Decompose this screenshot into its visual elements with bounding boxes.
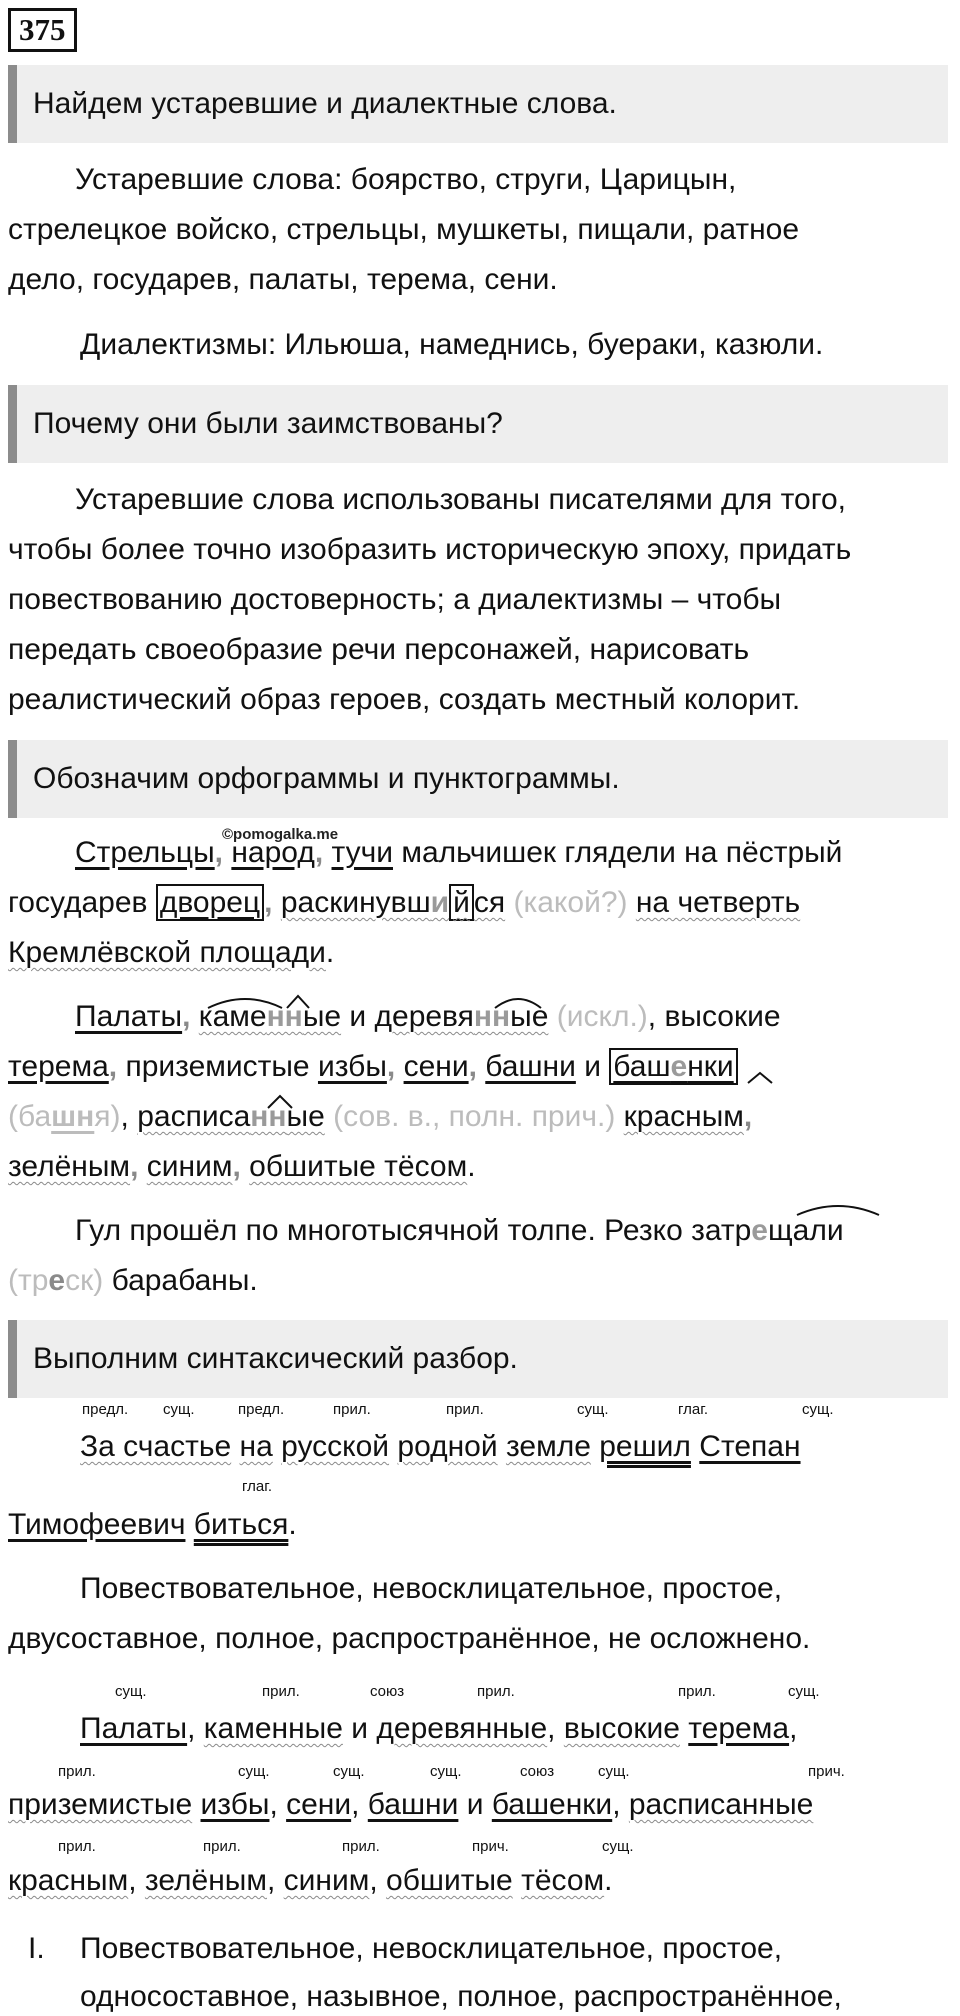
pos-label: сущ. — [238, 1763, 270, 1780]
paragraph-line: стрелецкое войско, стрельцы, мушкеты, пищали, ратное — [8, 213, 800, 246]
comma-mark: , — [214, 836, 224, 869]
pos-label: сущ. — [115, 1683, 147, 1700]
pos-label: прил. — [333, 1401, 371, 1418]
pos-label: прил. — [342, 1838, 380, 1855]
text: . — [467, 1150, 476, 1183]
pos-label: сущ. — [802, 1401, 834, 1418]
letter-highlight: нн — [250, 1100, 287, 1133]
pos-label: глаг. — [678, 1401, 709, 1418]
word: синим — [283, 1864, 370, 1897]
suffix-mark — [748, 1073, 772, 1083]
hint — [8, 1264, 103, 1297]
word-part: расписа — [137, 1100, 251, 1133]
letter-highlight: нн — [473, 1000, 511, 1033]
sentence-line — [80, 1430, 801, 1464]
comma-mark: , — [182, 1000, 191, 1033]
hint-part: шн — [51, 1100, 95, 1133]
predicate: решил — [599, 1430, 691, 1463]
word-part: баш — [613, 1050, 671, 1083]
pos-label: союз — [520, 1763, 555, 1780]
paragraph-line: Диалектизмы: Ильюша, намеднись, буераки, казюли. — [80, 328, 824, 361]
text: Гул прошёл по многотысячной толпе. Резко затр — [75, 1214, 752, 1247]
subject: Палаты — [80, 1712, 188, 1745]
word: деревянные — [376, 1712, 548, 1745]
letter-highlight: е — [670, 1050, 688, 1083]
description-line: Повествовательное, невосклицательное, простое, — [80, 1572, 783, 1605]
paragraph-line: чтобы более точно изобразить историческую эпоху, придать — [8, 533, 852, 566]
word — [199, 1000, 341, 1033]
text-line: терема, приземистые избы, сени, башни и башенки — [8, 1050, 738, 1084]
hint-part: я) — [94, 1100, 121, 1133]
text: щали — [767, 1214, 844, 1247]
word: земле — [505, 1430, 591, 1463]
section-heading-4 — [8, 1320, 948, 1398]
comma-mark: , — [743, 1100, 753, 1133]
sentence-line: Палаты, каменные и деревянные, высокие терема, — [80, 1712, 798, 1745]
word: красным — [623, 1100, 744, 1133]
word: зелёным — [8, 1150, 131, 1183]
section-heading-2-text: Почему они были заимствованы? — [33, 407, 503, 440]
pos-label: предл. — [82, 1401, 129, 1418]
comma-mark: , — [232, 1150, 241, 1183]
pos-label: прич. — [472, 1838, 509, 1855]
text-line — [8, 1264, 258, 1298]
pos-label: предл. — [238, 1401, 285, 1418]
word-part: ые — [302, 1000, 342, 1033]
text-line — [8, 1150, 476, 1184]
list-marker: I. — [28, 1932, 45, 1965]
hint: (какой?) — [505, 886, 636, 919]
text: приземистые — [117, 1050, 318, 1083]
word: родной — [397, 1430, 498, 1463]
text: барабаны. — [103, 1264, 258, 1297]
word: терема — [8, 1050, 109, 1083]
text-line — [75, 1214, 844, 1248]
word: За счастье — [80, 1430, 232, 1463]
word — [137, 1100, 325, 1133]
text: высокие — [656, 1000, 781, 1033]
word-part: деревя — [374, 1000, 474, 1033]
word: расписанные — [628, 1788, 814, 1821]
pos-label: сущ. — [163, 1401, 195, 1418]
text-line — [75, 1000, 781, 1034]
pos-label: прил. — [58, 1763, 96, 1780]
section-heading-3-text: Обозначим орфограммы и пунктограммы. — [33, 762, 620, 795]
word: сени — [403, 1050, 469, 1083]
text: , — [120, 1100, 138, 1133]
word: красным — [8, 1864, 129, 1897]
paragraph-line: Устаревшие слова использованы писателями для того, — [75, 483, 847, 516]
subject: Степан — [699, 1430, 801, 1463]
description-line: двусоставное, полное, распространённое, не осложнено. — [8, 1622, 811, 1655]
word: на четверть — [635, 886, 801, 919]
predicate: биться — [193, 1508, 289, 1541]
sentence-line: приземистые избы, сени, башни и башенки, расписанные — [8, 1788, 814, 1821]
paragraph-line: повествованию достоверность; а диалектизмы – чтобы — [8, 583, 782, 616]
pos-label: прич. — [808, 1763, 845, 1780]
subject: терема — [688, 1712, 790, 1745]
word: русской — [281, 1430, 390, 1463]
pos-label: сущ. — [430, 1763, 462, 1780]
pos-label: сущ. — [602, 1838, 634, 1855]
comma-mark: , — [314, 836, 324, 869]
pos-label: прил. — [262, 1683, 300, 1700]
text-line — [8, 1100, 752, 1134]
word: Стрельцы — [75, 836, 215, 869]
hint: (искл.) — [548, 1000, 648, 1033]
word-boxed — [609, 1048, 737, 1085]
word-part: ые — [510, 1000, 549, 1033]
pos-label: прил. — [446, 1401, 484, 1418]
hint-part: ск) — [65, 1264, 104, 1297]
pos-label: сущ. — [788, 1683, 820, 1700]
paragraph-line: передать своеобразие речи персонажей, нарисовать — [8, 633, 750, 666]
word: Палаты — [75, 1000, 183, 1033]
subject: сени — [286, 1788, 352, 1821]
word-part: ые — [286, 1100, 325, 1133]
pos-label: глаг. — [242, 1478, 273, 1495]
text: . — [325, 936, 335, 969]
pos-label: сущ. — [598, 1763, 630, 1780]
word: зелёным — [144, 1864, 267, 1897]
comma-mark: , — [108, 1050, 118, 1083]
text: . — [288, 1508, 297, 1541]
word: Кремлёвской площади — [8, 936, 326, 969]
letter-highlight: е — [48, 1264, 66, 1297]
comma-mark: , — [130, 1150, 139, 1183]
text: и — [342, 1712, 377, 1745]
sentence-line — [8, 1508, 297, 1542]
word: избы — [317, 1050, 387, 1083]
section-heading-1-text: Найдем устаревшие и диалектные слова. — [33, 87, 617, 120]
word: приземистые — [8, 1788, 193, 1821]
word: синим — [146, 1150, 233, 1183]
letter-highlight: е — [751, 1214, 768, 1247]
text: . — [604, 1864, 613, 1897]
pos-label: прил. — [678, 1683, 716, 1700]
word: обшитые — [386, 1864, 513, 1897]
word: народ — [231, 836, 315, 869]
word-part: ся — [473, 886, 506, 919]
word: высокие — [563, 1712, 680, 1745]
sentence-line: красным, зелёным, синим, обшитые тёсом. — [8, 1864, 613, 1897]
paragraph-line: дело, государев, палаты, терема, сени. — [8, 263, 558, 296]
hint-part: (тр — [8, 1264, 49, 1297]
comma-mark: , — [386, 1050, 396, 1083]
letter-highlight: и — [430, 886, 450, 919]
text: мальчишек глядели на пёстрый — [392, 836, 843, 869]
subject: башни — [367, 1788, 459, 1821]
word-part: раскинувш — [280, 886, 431, 919]
hint: (сов. в., полн. прич.) — [324, 1100, 624, 1133]
text: государев — [8, 886, 156, 919]
pos-label: прил. — [477, 1683, 515, 1700]
list-item-line: Повествовательное, невосклицательное, простое, — [80, 1932, 783, 1965]
word — [375, 1000, 549, 1033]
comma-mark: , — [264, 886, 273, 919]
word: обшитые тёсом — [249, 1150, 468, 1183]
letter-highlight: нн — [266, 1000, 303, 1033]
word-part: каме — [198, 1000, 267, 1033]
subject: Тимофеевич — [8, 1508, 186, 1541]
pos-label: союз — [370, 1683, 405, 1700]
word-boxed: дворец — [156, 884, 264, 921]
pos-label: сущ. — [333, 1763, 365, 1780]
pos-label: сущ. — [577, 1401, 609, 1418]
word: тучи — [331, 836, 393, 869]
hint — [8, 1100, 121, 1133]
text: и — [341, 1000, 375, 1033]
watermark: ©pomogalka.me — [222, 826, 339, 843]
comma-mark: , — [468, 1050, 477, 1083]
hint-part: (ба — [8, 1100, 52, 1133]
subject: избы — [200, 1788, 270, 1821]
word: на — [239, 1430, 273, 1463]
section-heading-4-text: Выполним синтаксический разбор. — [33, 1342, 518, 1375]
subject: башенки — [491, 1788, 613, 1821]
list-item-line: односоставное, назывное, полное, распространённое, — [80, 1980, 842, 2013]
word: тёсом — [521, 1864, 605, 1897]
letter-boxed: й — [449, 884, 474, 921]
text: , — [647, 1000, 657, 1033]
paragraph-line: Устаревшие слова: боярство, струги, Царицын, — [75, 163, 737, 196]
pos-label: прил. — [203, 1838, 241, 1855]
exercise-number: 375 — [8, 8, 77, 52]
pos-label: прил. — [58, 1838, 96, 1855]
word: башни — [485, 1050, 576, 1083]
word: каменные — [203, 1712, 343, 1745]
paragraph-line: реалистический образ героев, создать местный колорит. — [8, 683, 801, 716]
word-part: нки — [687, 1050, 734, 1083]
